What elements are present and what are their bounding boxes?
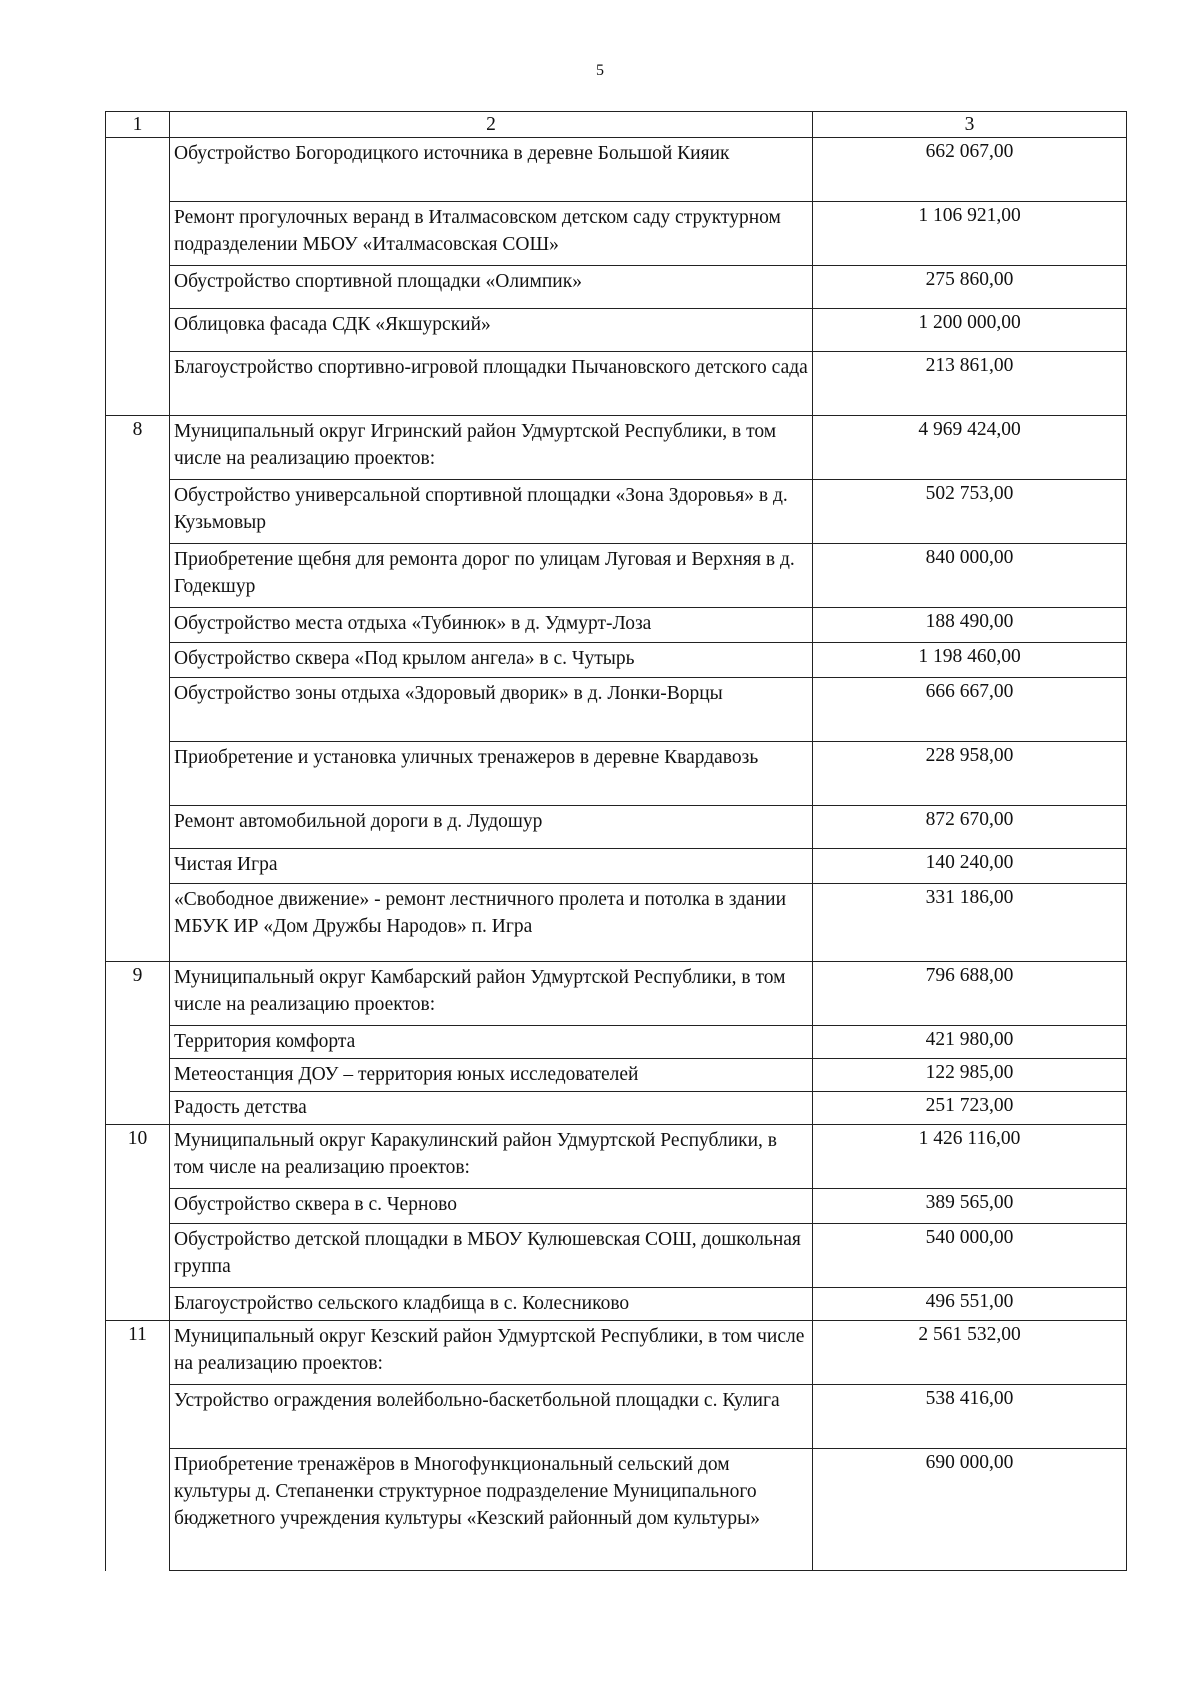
row-description: Облицовка фасада СДК «Якшурский» [174, 314, 491, 335]
table-body [106, 112, 1127, 1571]
table-row [106, 643, 1127, 678]
row-description-cell [170, 678, 813, 742]
row-number-cell [106, 1224, 170, 1288]
row-number-cell [106, 480, 170, 544]
row-description: Обустройство универсальной спортивной площадки «Зона Здоровья» в д. Кузьмовыр [174, 485, 788, 533]
row-description-cell [170, 806, 813, 849]
row-description: Обустройство Богородицкого источника в деревне Большой Кияик [174, 143, 730, 164]
row-number-cell [106, 1189, 170, 1224]
row-amount-cell: 840 000,00 [813, 544, 1127, 608]
row-description: Обустройство сквера «Под крылом ангела» в с. Чутырь [174, 648, 635, 669]
row-description: Благоустройство сельского кладбища в с. Колесниково [174, 1293, 630, 1314]
row-number-cell: 11 [106, 1321, 170, 1385]
row-description-cell [170, 480, 813, 544]
table-row [106, 309, 1127, 352]
table-row [106, 1189, 1127, 1224]
row-number-cell [106, 849, 170, 884]
row-description: Приобретение щебня для ремонта дорог по улицам Луговая и Верхняя в д. Годекшур [174, 549, 795, 597]
row-description-cell [170, 1224, 813, 1288]
table-row [106, 1385, 1127, 1449]
row-description: «Свободное движение» - ремонт лестничного пролета и потолка в здании МБУК ИР «Дом Дружбы Народов» п. Игра [174, 889, 787, 937]
row-amount-cell: 1 198 460,00 [813, 643, 1127, 678]
row-description-cell [170, 309, 813, 352]
row-description: Ремонт прогулочных веранд в Италмасовском детском саду структурном подразделении МБОУ «Италмасовская СОШ» [174, 207, 781, 255]
page-number: 5 [596, 62, 604, 79]
row-number-cell [106, 544, 170, 608]
table-row [106, 480, 1127, 544]
row-number-cell [106, 1026, 170, 1059]
row-description-cell [170, 608, 813, 643]
column-header-3: 3 [813, 112, 1127, 138]
row-amount-cell: 666 667,00 [813, 678, 1127, 742]
row-description: Благоустройство спортивно-игровой площадки Пычановского детского сада [174, 357, 808, 378]
row-number-cell [106, 643, 170, 678]
table-row [106, 806, 1127, 849]
row-description: Обустройство зоны отдыха «Здоровый дворик» в д. Лонки-Ворцы [174, 683, 723, 704]
table-row [106, 849, 1127, 884]
row-description-cell [170, 884, 813, 962]
row-amount-cell: 662 067,00 [813, 138, 1127, 202]
row-amount-cell: 275 860,00 [813, 266, 1127, 309]
row-description: Обустройство спортивной площадки «Олимпик» [174, 271, 582, 292]
column-header-2: 2 [170, 112, 813, 138]
row-amount-cell: 540 000,00 [813, 1224, 1127, 1288]
row-description: Приобретение тренажёров в Многофункциональный сельский дом культуры д. Степаненки структурное подразделение Муниципального бюджетного учреждения культуры «Кезский районный дом культуры» [174, 1454, 761, 1529]
row-number-cell [106, 1059, 170, 1092]
row-amount-cell: 140 240,00 [813, 849, 1127, 884]
row-number-cell [106, 1288, 170, 1321]
row-description-cell [170, 1189, 813, 1224]
row-number-cell [106, 202, 170, 266]
row-description-cell [170, 1026, 813, 1059]
row-number-cell [106, 138, 170, 202]
table-row [106, 608, 1127, 643]
table-row [106, 678, 1127, 742]
row-amount-cell: 4 969 424,00 [813, 416, 1127, 480]
row-amount-cell: 251 723,00 [813, 1092, 1127, 1125]
row-description: Обустройство детской площадки в МБОУ Кулюшевская СОШ, дошкольная группа [174, 1229, 801, 1277]
row-description: Чистая Игра [174, 854, 278, 875]
row-description-cell [170, 1059, 813, 1092]
row-amount-cell: 1 106 921,00 [813, 202, 1127, 266]
row-description-cell [170, 138, 813, 202]
row-description: Ремонт автомобильной дороги в д. Лудошур [174, 811, 543, 832]
table-row [106, 266, 1127, 309]
table-row [106, 742, 1127, 806]
table-row [106, 544, 1127, 608]
row-number-cell [106, 1092, 170, 1125]
row-amount-cell: 496 551,00 [813, 1288, 1127, 1321]
row-description-cell [170, 202, 813, 266]
row-amount-cell: 228 958,00 [813, 742, 1127, 806]
row-description-cell [170, 742, 813, 806]
row-description-cell [170, 544, 813, 608]
table-row [106, 884, 1127, 962]
row-number-cell [106, 884, 170, 962]
row-number-cell: 9 [106, 962, 170, 1026]
row-number-cell [106, 352, 170, 416]
row-amount-cell: 690 000,00 [813, 1449, 1127, 1571]
row-description-cell [170, 1092, 813, 1125]
row-number-cell: 10 [106, 1125, 170, 1189]
row-description-cell [170, 1288, 813, 1321]
row-amount-cell: 538 416,00 [813, 1385, 1127, 1449]
row-description-cell [170, 416, 813, 480]
row-description: Обустройство сквера в с. Черново [174, 1194, 457, 1215]
row-description: Обустройство места отдыха «Тубинюк» в д. Удмурт-Лоза [174, 613, 652, 634]
table-row [106, 1125, 1127, 1189]
row-amount-cell: 213 861,00 [813, 352, 1127, 416]
row-description-cell [170, 1449, 813, 1571]
table-row [106, 1092, 1127, 1125]
row-description: Приобретение и установка уличных тренажеров в деревне Квардавозь [174, 747, 759, 768]
row-description-cell [170, 962, 813, 1026]
row-description: Метеостанция ДОУ – территория юных исследователей [174, 1064, 639, 1085]
row-description: Устройство ограждения волейбольно-баскетбольной площадки с. Кулига [174, 1390, 780, 1411]
row-amount-cell: 122 985,00 [813, 1059, 1127, 1092]
row-amount-cell: 421 980,00 [813, 1026, 1127, 1059]
column-header-1: 1 [106, 112, 170, 138]
row-number-cell [106, 1385, 170, 1449]
row-number-cell: 8 [106, 416, 170, 480]
row-description-cell [170, 1125, 813, 1189]
row-description: Муниципальный округ Каракулинский район Удмуртской Республики, в том числе на реализацию проектов: [174, 1130, 778, 1178]
row-description-cell [170, 849, 813, 884]
table-header-row [106, 112, 1127, 138]
row-amount-cell: 389 565,00 [813, 1189, 1127, 1224]
table-row [106, 1321, 1127, 1385]
row-amount-cell: 188 490,00 [813, 608, 1127, 643]
row-amount-cell: 1 200 000,00 [813, 309, 1127, 352]
row-number-cell [106, 678, 170, 742]
row-number-cell [106, 742, 170, 806]
row-description-cell [170, 643, 813, 678]
table-row [106, 1288, 1127, 1321]
table-row [106, 202, 1127, 266]
row-amount-cell: 1 426 116,00 [813, 1125, 1127, 1189]
table-row [106, 962, 1127, 1026]
row-description: Территория комфорта [174, 1031, 356, 1052]
row-description: Радость детства [174, 1097, 307, 1118]
row-amount-cell: 796 688,00 [813, 962, 1127, 1026]
row-description-cell [170, 266, 813, 309]
row-amount-cell: 502 753,00 [813, 480, 1127, 544]
row-amount-cell: 2 561 532,00 [813, 1321, 1127, 1385]
table-row [106, 1449, 1127, 1571]
row-number-cell [106, 309, 170, 352]
table-row [106, 1026, 1127, 1059]
row-number-cell [106, 266, 170, 309]
funding-table [105, 111, 1127, 1571]
row-description-cell [170, 1385, 813, 1449]
table-row [106, 416, 1127, 480]
row-description-cell [170, 352, 813, 416]
row-number-cell [106, 1449, 170, 1571]
row-amount-cell: 331 186,00 [813, 884, 1127, 962]
table-row [106, 1224, 1127, 1288]
row-number-cell [106, 608, 170, 643]
row-description: Муниципальный округ Кезский район Удмуртской Республики, в том числе на реализацию проектов: [174, 1326, 805, 1374]
table-row [106, 138, 1127, 202]
row-description: Муниципальный округ Камбарский район Удмуртской Республики, в том числе на реализацию проектов: [174, 967, 786, 1015]
table-row [106, 1059, 1127, 1092]
table-row [106, 352, 1127, 416]
row-description: Муниципальный округ Игринский район Удмуртской Республики, в том числе на реализацию проектов: [174, 421, 777, 469]
row-amount-cell: 872 670,00 [813, 806, 1127, 849]
row-description-cell [170, 1321, 813, 1385]
row-number-cell [106, 806, 170, 849]
